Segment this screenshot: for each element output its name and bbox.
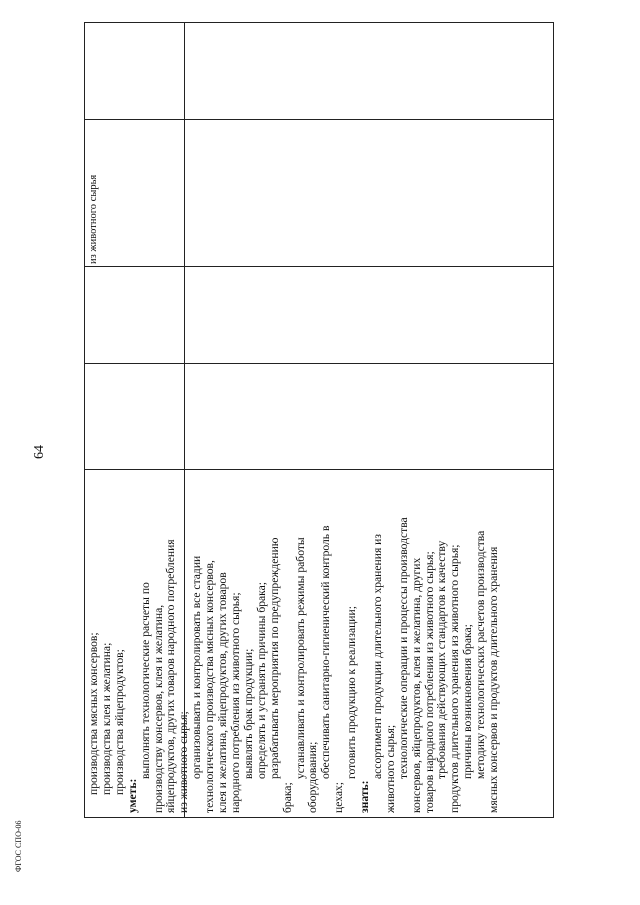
competence-line: яйцепродуктов, других товаров народного потребления — [164, 539, 178, 813]
competence-line: причины возникновения брака; — [461, 624, 475, 779]
competence-line: ассортимент продукции длительного хранения из — [370, 534, 384, 779]
competence-line: определять и устранять причины брака; — [254, 582, 268, 779]
competence-line: животного сырья; — [383, 724, 397, 813]
competence-line: производства мясных консервов; — [87, 632, 100, 795]
competence-cell — [88, 473, 501, 813]
competence-line: клея и желатина, яйцепродуктов, других товаров — [216, 572, 230, 813]
competence-line: обеспечивать санитарно-гигиенический контроль в — [319, 525, 333, 779]
competence-line: готовить продукцию к реализации; — [345, 606, 359, 779]
competence-line: выявлять брак продукции; — [241, 648, 255, 779]
column-divider — [85, 469, 553, 470]
competence-line: продуктов длительного хранения из животного сырья; — [448, 544, 462, 813]
competence-line: мясных консервов и продуктов длительного хранения — [487, 546, 501, 813]
competence-line: производства яйцепродуктов; — [112, 649, 126, 795]
competence-line: организовывать и контролировать все стадии — [190, 555, 204, 779]
competence-line: производства клея и желатина; — [99, 642, 113, 795]
competence-line: цехах; — [332, 781, 346, 813]
competence-line: выполнять технологические расчеты по — [138, 582, 152, 779]
competence-line: консервов, яйцепродуктов, клея и желатина, других — [409, 557, 423, 813]
competence-line: устанавливать и контролировать режимы работы — [293, 537, 307, 779]
footer-code: ФГОС СПО-06 — [14, 820, 23, 872]
competence-line: уметь: — [125, 778, 139, 813]
module-cell-text: из животного сырья — [88, 174, 99, 264]
column-divider — [85, 119, 553, 120]
competence-line: технологического производства мясных консервов, — [203, 560, 217, 813]
competence-line: методику технологических расчетов производства — [474, 530, 488, 779]
competence-line: народного потребления из животного сырья; — [228, 592, 242, 813]
competence-line: брака; — [280, 782, 294, 813]
competence-line: товаров народного потребления из животного сырья; — [422, 551, 436, 813]
competence-line: разрабатывать мероприятия по предупреждению — [267, 537, 281, 779]
rotated-table — [84, 22, 554, 818]
competence-line: знать: — [358, 780, 372, 813]
competence-line: требования действующих стандартов к качеству — [435, 540, 449, 779]
competence-line: технологические операции и процессы производства — [396, 517, 410, 779]
column-divider — [85, 266, 553, 267]
table-body — [84, 22, 554, 818]
competence-line: оборудования; — [306, 741, 320, 813]
competence-line: производству консервов, клея и желатина, — [151, 604, 165, 813]
column-divider — [85, 363, 553, 364]
competence-line: из животного сырья; — [177, 711, 191, 813]
page-number: 64 — [32, 445, 47, 459]
